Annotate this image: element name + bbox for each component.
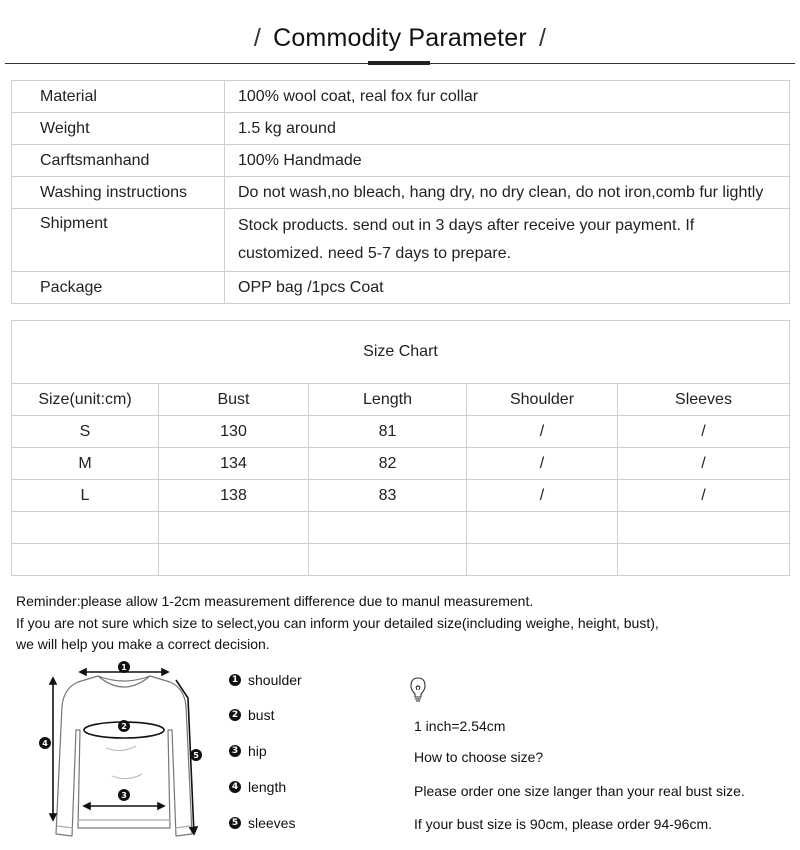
- table-row: [12, 145, 790, 177]
- param-key: Carftsmanhand: [12, 145, 225, 177]
- table-row: [12, 272, 790, 304]
- reminder-text: [16, 591, 796, 656]
- table-row: [12, 81, 790, 113]
- table-cell: [159, 544, 309, 576]
- reminder-line: If you are not sure which size to select,you can inform your detailed size(including weighe, height, bust),: [16, 614, 659, 631]
- table-cell: 81: [309, 416, 467, 448]
- table-cell: S: [12, 416, 159, 448]
- table-cell: /: [618, 480, 790, 512]
- legend-label: shoulder: [248, 672, 302, 688]
- table-cell: 138: [159, 480, 309, 512]
- tip-advice: Please order one size langer than your real bust size.: [414, 783, 745, 799]
- legend-number: 4: [229, 781, 241, 793]
- table-cell: [159, 512, 309, 544]
- table-cell: [309, 544, 467, 576]
- param-key-text: Shipment: [40, 215, 108, 232]
- marker-4: 4: [42, 739, 48, 748]
- legend-label: sleeves: [248, 815, 296, 831]
- column-header: Bust: [159, 384, 309, 416]
- table-cell: /: [618, 448, 790, 480]
- table-cell: 130: [159, 416, 309, 448]
- table-row-empty: [12, 512, 790, 544]
- size-chart-caption-row: [12, 321, 790, 384]
- table-cell: /: [467, 448, 618, 480]
- legend-number: 5: [229, 817, 241, 829]
- table-cell: /: [467, 480, 618, 512]
- table-cell: [309, 512, 467, 544]
- legend-item-sleeves: [229, 815, 295, 831]
- column-header: Size(unit:cm): [12, 384, 159, 416]
- param-key: Washing instructions: [12, 177, 225, 209]
- table-cell: 83: [309, 480, 467, 512]
- table-row: [12, 209, 790, 272]
- table-row: [12, 480, 790, 512]
- lightbulb-icon: [408, 676, 428, 704]
- column-header: Sleeves: [618, 384, 790, 416]
- tip-inch: 1 inch=2.54cm: [414, 718, 506, 734]
- marker-5: 5: [193, 751, 199, 760]
- table-row: [12, 448, 790, 480]
- legend-item-bust: [229, 707, 274, 723]
- param-key: Material: [12, 81, 225, 113]
- table-cell: 134: [159, 448, 309, 480]
- sweater-cuff-right: [175, 826, 191, 828]
- param-key: Package: [12, 272, 225, 304]
- legend-item-shoulder: [229, 672, 302, 688]
- param-value-line: Stock products. send out in 3 days after receive your payment. If: [238, 217, 695, 234]
- title-slash-left: /: [253, 24, 262, 52]
- sweater-measurement-diagram: [36, 658, 216, 848]
- page-header: [0, 0, 800, 66]
- column-header: Shoulder: [467, 384, 618, 416]
- legend-number: 2: [229, 709, 241, 721]
- header-divider-accent: [368, 61, 430, 65]
- legend-item-length: [229, 779, 286, 795]
- table-cell: [467, 512, 618, 544]
- table-cell: [12, 544, 159, 576]
- param-value-line: customized. need 5-7 days to prepare.: [238, 245, 512, 262]
- sweater-cuff-left: [57, 826, 73, 828]
- table-cell: [467, 544, 618, 576]
- legend-number: 3: [229, 745, 241, 757]
- table-row: [12, 416, 790, 448]
- param-key: Weight: [12, 113, 225, 145]
- marker-3: 3: [121, 791, 127, 800]
- table-row-empty: [12, 544, 790, 576]
- legend-label: length: [248, 779, 287, 795]
- param-value: 1.5 kg around: [225, 113, 790, 145]
- sweater-outline: [56, 676, 192, 836]
- column-header: Length: [309, 384, 467, 416]
- table-cell: [12, 512, 159, 544]
- table-cell: M: [12, 448, 159, 480]
- parameter-table: [11, 80, 790, 304]
- table-row: [12, 113, 790, 145]
- param-value: 100% Handmade: [225, 145, 790, 177]
- table-cell: /: [618, 416, 790, 448]
- size-chart-table: [11, 320, 790, 576]
- legend-number: 1: [229, 674, 241, 686]
- page-title: [0, 24, 800, 53]
- size-chart-caption: Size Chart: [12, 321, 790, 384]
- param-value: Do not wash,no bleach, hang dry, no dry clean, do not iron,comb fur lightly: [225, 177, 790, 209]
- reminder-line: Reminder:please allow 1-2cm measurement difference due to manul measurement.: [16, 593, 534, 609]
- param-value: OPP bag /1pcs Coat: [225, 272, 790, 304]
- marker-1: 1: [121, 663, 127, 672]
- table-row: [12, 177, 790, 209]
- sweater-fold: [106, 746, 142, 779]
- size-chart-header-row: [12, 384, 790, 416]
- param-value: 100% wool coat, real fox fur collar: [225, 81, 790, 113]
- title-text: Commodity Parameter: [273, 24, 527, 52]
- legend-label: bust: [248, 707, 275, 723]
- param-key: [12, 209, 225, 272]
- tip-example: If your bust size is 90cm, please order 94-96cm.: [414, 816, 713, 832]
- table-cell: 82: [309, 448, 467, 480]
- table-cell: [618, 544, 790, 576]
- legend-label: hip: [248, 743, 267, 759]
- table-cell: /: [467, 416, 618, 448]
- param-value: [225, 209, 790, 272]
- legend-item-hip: [229, 743, 267, 759]
- marker-2: 2: [121, 722, 127, 731]
- tip-question: How to choose size?: [414, 749, 544, 765]
- table-cell: L: [12, 480, 159, 512]
- title-slash-right: /: [538, 24, 547, 52]
- reminder-line: we will help you make a correct decision.: [16, 636, 270, 652]
- table-cell: [618, 512, 790, 544]
